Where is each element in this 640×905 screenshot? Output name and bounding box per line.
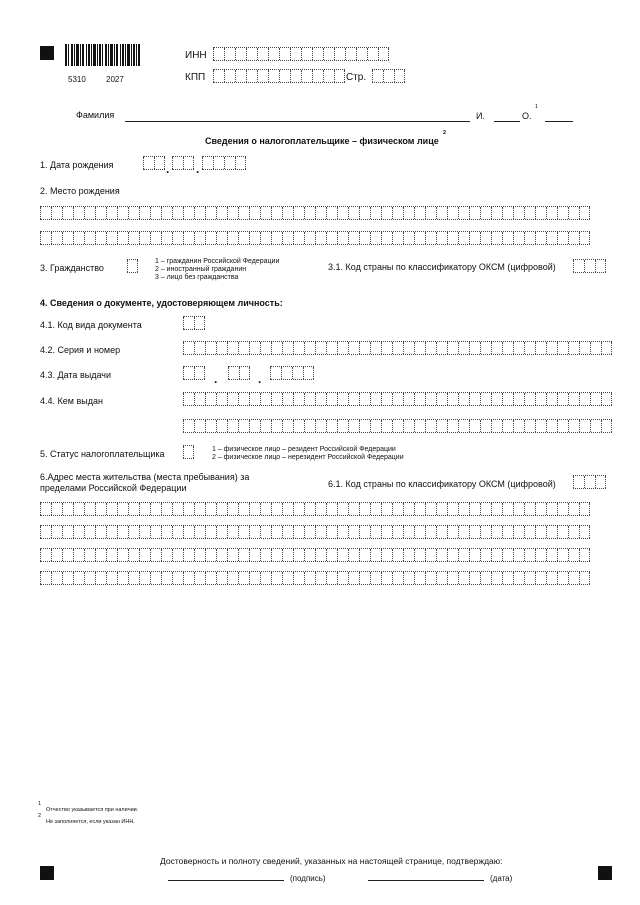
document-series-label: 4.2. Серия и номер <box>40 345 121 355</box>
citizenship-label: 3. Гражданство <box>40 263 104 273</box>
taxpayer-status-option-2: 2 – физическое лицо – нерезидент Российской Федерации <box>212 454 404 461</box>
address-country-input[interactable] <box>573 475 606 489</box>
taxpayer-status-option-1: 1 – физическое лицо – резидент Российской Федерации <box>212 446 396 453</box>
document-heading: 4. Сведения о документе, удостоверяющем личность: <box>40 298 283 308</box>
section-title: Сведения о налогоплательщике – физическом лице <box>205 136 439 146</box>
birth-place-input-row2[interactable] <box>40 231 590 245</box>
barcode-number-right: 2027 <box>106 75 124 84</box>
address-country-label: 6.1. Код страны по классификатору ОКСМ (цифровой) <box>328 479 556 489</box>
barcode-number-left: 5310 <box>68 75 86 84</box>
birth-place-input-row1[interactable] <box>40 206 590 220</box>
document-issuer-label: 4.4. Кем выдан <box>40 396 103 406</box>
corner-marker-top-left <box>40 46 54 60</box>
surname-field[interactable] <box>125 121 470 122</box>
footnote-1-mark: 1 <box>38 801 42 807</box>
birth-year-input[interactable] <box>202 156 246 170</box>
corner-marker-bottom-left <box>40 866 54 880</box>
document-issuer-input-row1[interactable] <box>183 392 612 406</box>
document-issuer-input-row2[interactable] <box>183 419 612 433</box>
inn-input[interactable] <box>213 47 389 61</box>
barcode-image <box>65 44 141 74</box>
inn-label: ИНН <box>185 50 207 61</box>
date-separator: . <box>196 162 200 176</box>
citizenship-input[interactable] <box>127 259 138 273</box>
taxpayer-status-options <box>212 446 404 462</box>
initial-i-label: И. <box>476 111 485 121</box>
date-field[interactable] <box>368 880 484 881</box>
birth-month-input[interactable] <box>172 156 194 170</box>
birth-date-label: 1. Дата рождения <box>40 160 114 170</box>
document-series-input[interactable] <box>183 341 612 355</box>
birth-day-input[interactable] <box>143 156 165 170</box>
address-label-line1: 6.Адрес места жительства (места пребывания) за <box>40 472 250 482</box>
citizenship-options <box>155 258 279 282</box>
document-type-input[interactable] <box>183 316 205 330</box>
initial-o-field[interactable] <box>545 121 573 122</box>
document-year-input[interactable] <box>270 366 314 380</box>
country-code-input[interactable] <box>573 259 606 273</box>
date-caption: (дата) <box>490 874 513 883</box>
country-code-label: 3.1. Код страны по классификатору ОКСМ (цифровой) <box>328 262 556 272</box>
initial-o-label: О. <box>522 111 532 121</box>
initial-i-field[interactable] <box>494 121 520 122</box>
footnote-1-text: Отчество указывается при наличии. <box>46 807 139 813</box>
address-input-row4[interactable] <box>40 571 590 585</box>
signature-caption: (подпись) <box>290 874 326 883</box>
document-date-label: 4.3. Дата выдачи <box>40 370 111 380</box>
page-number-input[interactable] <box>372 69 405 83</box>
surname-label: Фамилия <box>76 110 115 120</box>
address-label <box>40 472 249 494</box>
address-input-row1[interactable] <box>40 502 590 516</box>
taxpayer-status-label: 5. Статус налогоплательщика <box>40 449 165 459</box>
address-label-line2: пределами Российской Федерации <box>40 483 187 493</box>
citizenship-option-1: 1 – гражданин Российской Федерации <box>155 258 280 265</box>
document-type-label: 4.1. Код вида документа <box>40 320 142 330</box>
taxpayer-status-input[interactable] <box>183 445 194 459</box>
citizenship-option-3: 3 – лицо без гражданства <box>155 274 239 281</box>
date-separator: . <box>258 372 262 386</box>
address-input-row3[interactable] <box>40 548 590 562</box>
footnote-2-mark: 2 <box>38 813 42 819</box>
birth-place-label: 2. Место рождения <box>40 186 120 196</box>
footnote-2-text: Не заполняется, если указан ИНН. <box>46 819 135 825</box>
citizenship-option-2: 2 – иностранный гражданин <box>155 266 247 273</box>
document-month-input[interactable] <box>228 366 250 380</box>
date-separator: . <box>214 372 218 386</box>
kpp-label: КПП <box>185 72 206 83</box>
corner-marker-bottom-right <box>598 866 612 880</box>
footnote-ref-1: 1 <box>535 104 539 110</box>
page-label: Стр. <box>346 72 367 83</box>
kpp-input[interactable] <box>213 69 345 83</box>
date-separator: . <box>166 162 170 176</box>
confirmation-text: Достоверность и полноту сведений, указанных на настоящей странице, подтверждаю: <box>160 856 503 866</box>
document-day-input[interactable] <box>183 366 205 380</box>
address-input-row2[interactable] <box>40 525 590 539</box>
signature-field[interactable] <box>168 880 284 881</box>
footnote-ref-2: 2 <box>443 130 447 136</box>
